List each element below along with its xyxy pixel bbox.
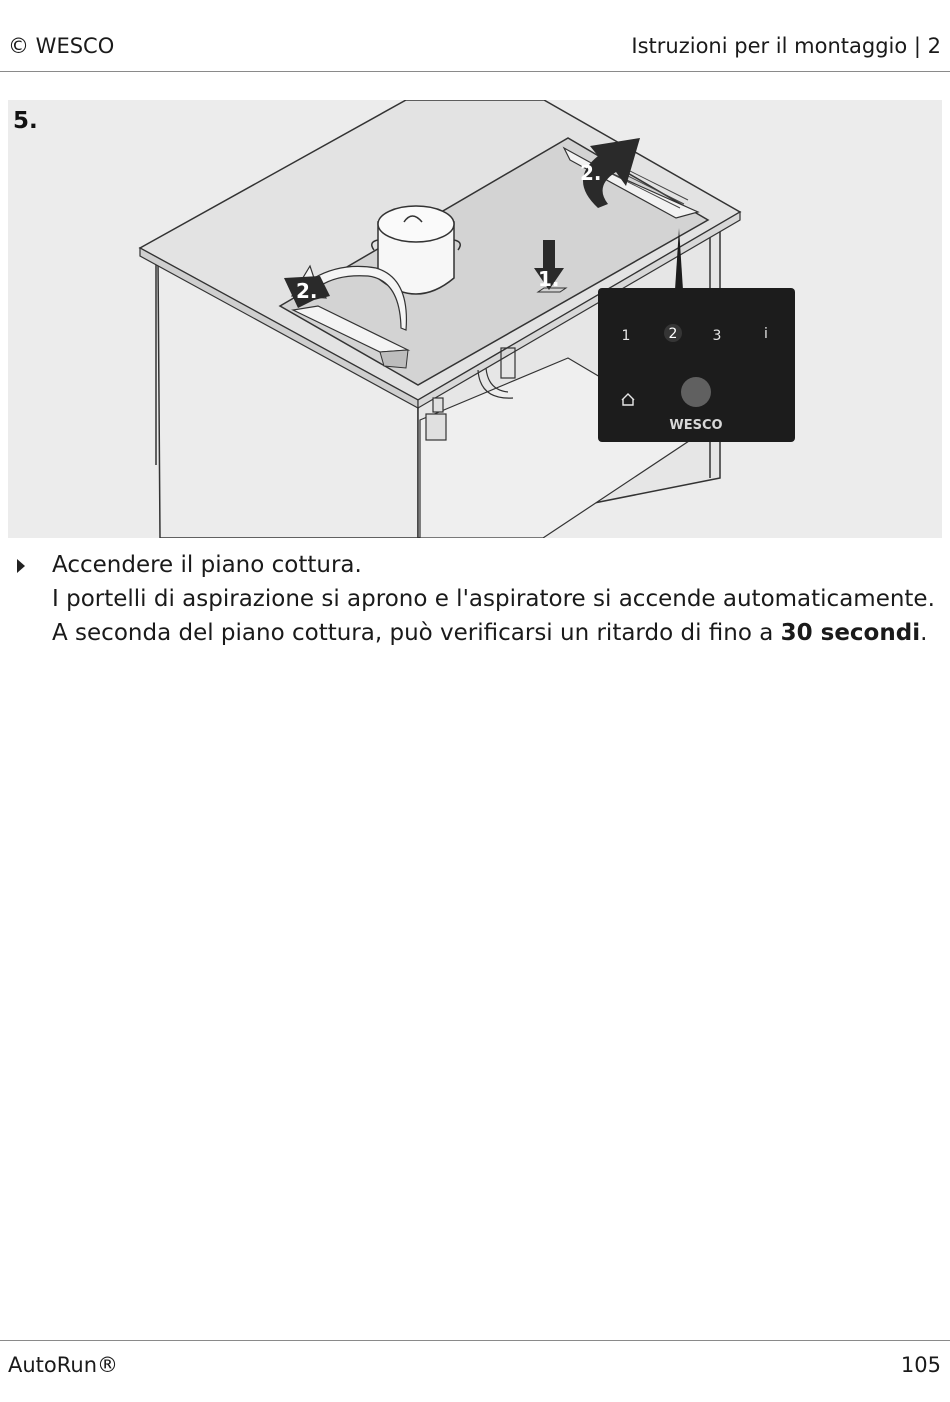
wesco-logo: WESCO <box>669 418 723 433</box>
info-button[interactable]: i <box>764 326 768 342</box>
bullet-arrow-icon <box>17 559 25 573</box>
installation-illustration <box>8 100 942 538</box>
page-header <box>0 0 950 72</box>
kitchen-island-drawing <box>8 100 942 538</box>
delay-emphasis: 30 secondi <box>780 620 921 646</box>
step-number: 5. <box>13 108 38 134</box>
instruction-line-3-end: . <box>920 620 928 646</box>
copyright: © WESCO <box>8 34 115 58</box>
page-number: 105 <box>900 1353 941 1377</box>
instruction-line-3-text: A seconda del piano cottura, può verificarsi un ritardo di fino a <box>52 620 781 646</box>
callout-2-back: 2. <box>580 161 602 185</box>
page-footer <box>0 1340 950 1402</box>
instruction-line-1: Accendere il piano cottura. <box>52 552 362 578</box>
section-name: AutoRun® <box>8 1353 119 1377</box>
level-1-button[interactable]: 1 <box>621 328 631 344</box>
document-title: Istruzioni per il montaggio | 2 <box>631 34 941 58</box>
instruction-line-2: I portelli di aspirazione si aprono e l'aspiratore si accende automaticamente. <box>52 586 935 612</box>
power-button[interactable] <box>681 377 711 407</box>
level-2-button[interactable]: 2 <box>668 326 678 342</box>
callout-2-front: 2. <box>296 279 318 303</box>
instruction-line-3 <box>52 620 927 646</box>
callout-1: 1. <box>538 267 560 291</box>
control-panel <box>598 288 795 442</box>
level-3-button[interactable]: 3 <box>712 328 722 344</box>
